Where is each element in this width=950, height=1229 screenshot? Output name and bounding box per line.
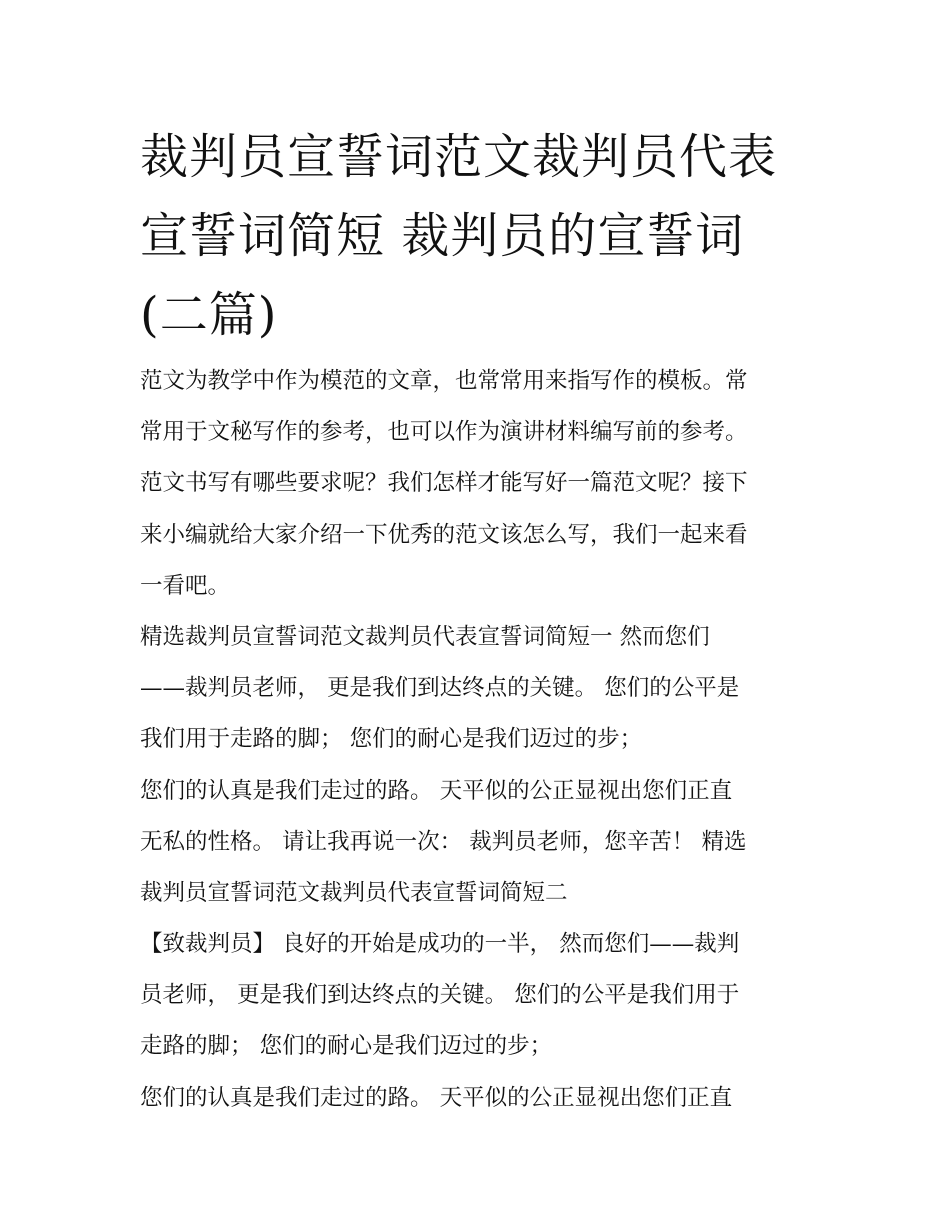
body-line: 您们的认真是我们走过的路。 天平似的公正显视出您们正直 — [140, 777, 733, 804]
body-line: 范文书写有哪些要求呢？我们怎样才能写好一篇范文呢？接下 — [140, 470, 748, 497]
body-line: 无私的性格。 请让我再说一次： 裁判员老师，您辛苦！ 精选 — [140, 828, 747, 855]
body-line: 精选裁判员宣誓词范文裁判员代表宣誓词简短一 然而您们 — [140, 623, 710, 650]
body-line: 范文为教学中作为模范的文章，也常常用来指写作的模板。常 — [140, 368, 748, 394]
body-line: 【致裁判员】 良好的开始是成功的一半， 然而您们——裁判 — [140, 931, 740, 958]
body-line: 一看吧。 — [140, 572, 231, 599]
body-line: ——裁判员老师， 更是我们到达终点的关键。 您们的公平是 — [140, 675, 740, 702]
body-line: 员老师， 更是我们到达终点的关键。 您们的公平是我们用于 — [140, 982, 740, 1009]
title-line: (二篇) — [140, 287, 278, 343]
title-line: 裁判员宣誓词范文裁判员代表 — [140, 129, 778, 185]
document-title — [140, 118, 820, 355]
title-line: 宣誓词简短 裁判员的宣誓词 — [140, 208, 745, 264]
body-line: 裁判员宣誓词范文裁判员代表宣誓词简短二 — [140, 879, 568, 906]
body-line: 走路的脚； 您们的耐心是我们迈过的步； — [140, 1033, 553, 1060]
body-line: 您们的认真是我们走过的路。 天平似的公正显视出您们正直 — [140, 1084, 733, 1111]
document-body — [140, 356, 820, 1124]
body-line: 常用于文秘写作的参考，也可以作为演讲材料编写前的参考。 — [140, 419, 748, 446]
body-line: 来小编就给大家介绍一下优秀的范文该怎么写，我们一起来看 — [140, 521, 748, 548]
body-line: 我们用于走路的脚； 您们的耐心是我们迈过的步； — [140, 726, 643, 753]
